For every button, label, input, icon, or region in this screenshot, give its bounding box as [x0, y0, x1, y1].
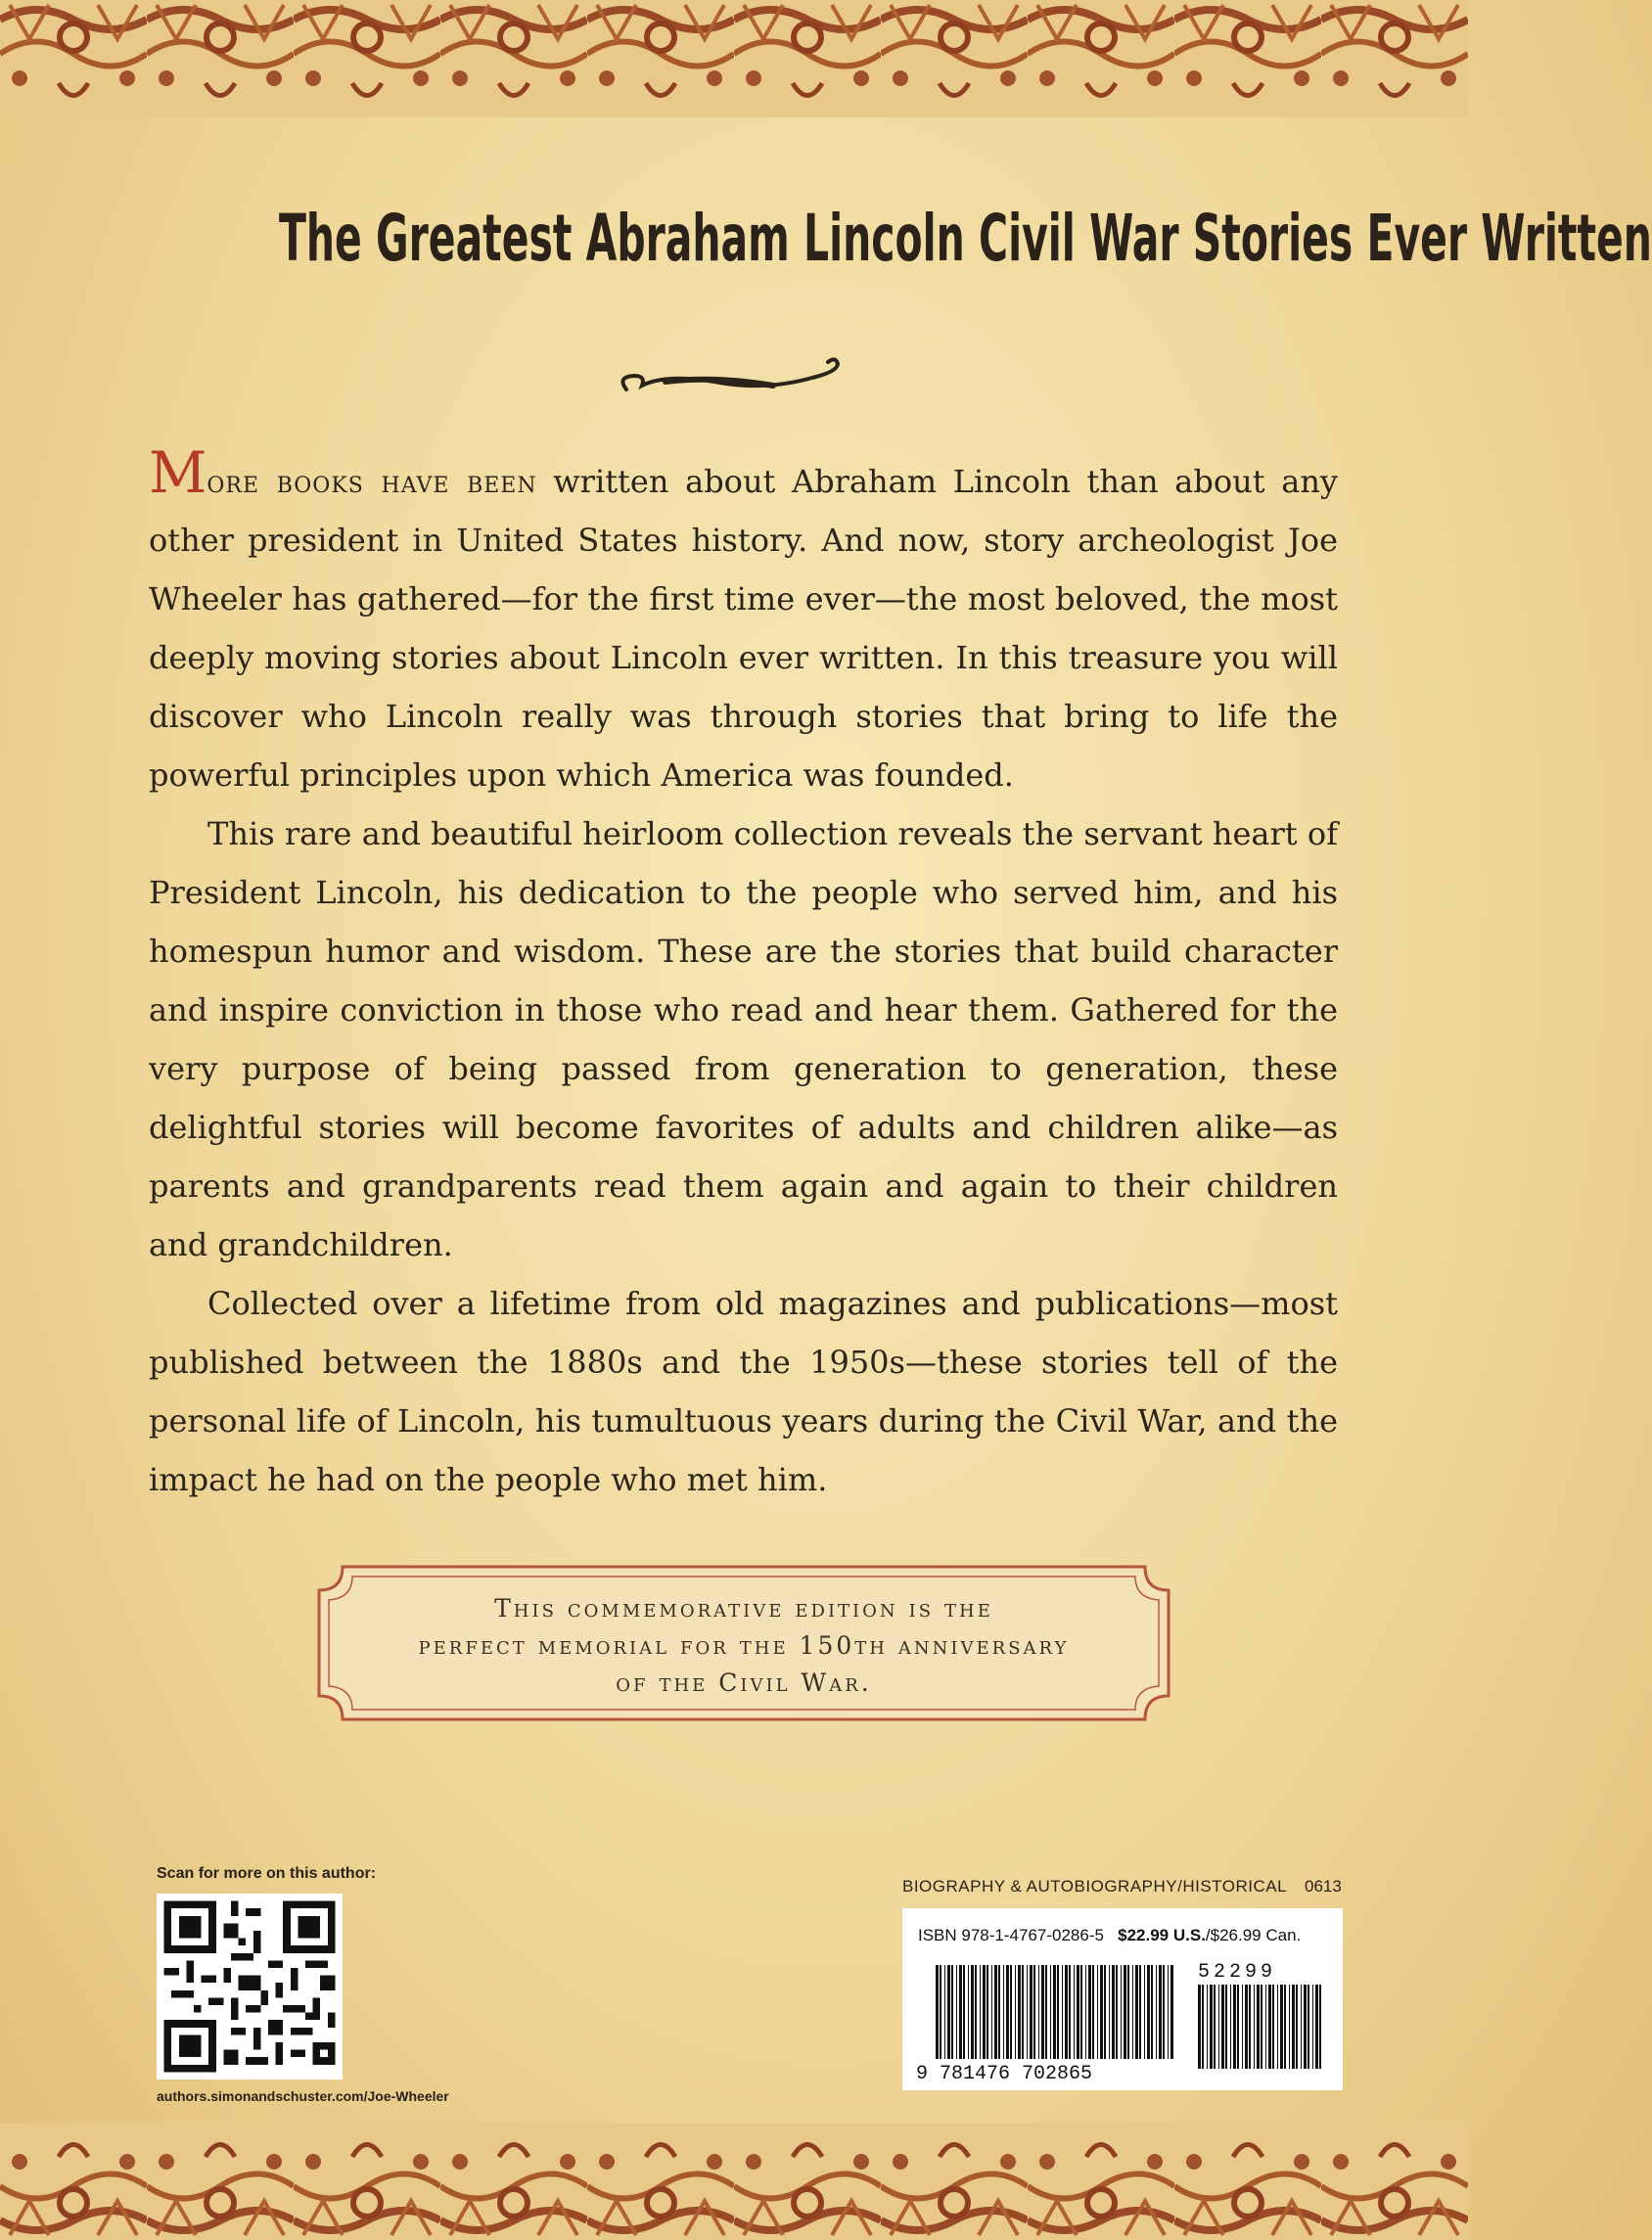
description-paragraph-3: Collected over a lifetime from old magazines and publications—most published between the 1880s and the 1950s—these stories tell of the personal life of Lincoln, his tumultuous years during the Civil War, and the impact he had on the people who met him. [149, 1285, 1338, 1498]
barcode-bar [1198, 1985, 1201, 2069]
barcode-bar [1280, 1985, 1283, 2069]
barcode-bar [1207, 1985, 1208, 2069]
barcode-bar [1010, 1965, 1012, 2059]
barcode-bar [1308, 1985, 1309, 2069]
book-description [149, 439, 1339, 1509]
barcode-bar [1097, 1965, 1098, 2059]
barcode-bar [994, 1965, 997, 2059]
barcode-bar [956, 1965, 957, 2059]
ean-digits: 9 781476 702865 [916, 2063, 1093, 2085]
barcode-bar [983, 1965, 986, 2059]
barcode-bar [1261, 1985, 1262, 2069]
barcode-bar [1041, 1965, 1044, 2059]
barcode-bar [1245, 1985, 1248, 2069]
barcode-bar [1233, 1985, 1236, 2069]
barcode-bar [1214, 1985, 1216, 2069]
barcode-bar [1092, 1965, 1094, 2059]
barcode-bar [1312, 1985, 1313, 2069]
barcode-bar [1050, 1965, 1051, 2059]
barcode-bar [951, 1965, 953, 2059]
barcode-bar [1127, 1965, 1129, 2059]
barcode-bar [1147, 1965, 1150, 2059]
barcode-bar [1230, 1985, 1231, 2069]
banner-text [313, 1590, 1174, 1702]
barcode-bar [1085, 1965, 1086, 2059]
barcode-bar [1237, 1985, 1239, 2069]
barcode-bar [1289, 1985, 1290, 2069]
barcode-bar [1124, 1965, 1126, 2059]
barcode-bar [1027, 1965, 1028, 2059]
barcode-bar [1030, 1965, 1032, 2059]
barcode-bar [1156, 1965, 1157, 2059]
barcode-bar [1077, 1965, 1079, 2059]
barcode-bar [1135, 1965, 1138, 2059]
barcode-bar [991, 1965, 992, 2059]
barcode-bar [1168, 1965, 1169, 2059]
barcode-bar [1121, 1965, 1122, 2059]
barcode-bar [1202, 1985, 1204, 2069]
barcode-panel [902, 1908, 1343, 2090]
barcode-bar [1163, 1965, 1165, 2059]
barcode-bar [1170, 1965, 1173, 2059]
banner-line-2: perfect memorial for the 150th anniversary [418, 1631, 1070, 1660]
ean-bars [936, 1965, 1173, 2059]
bottom-ornamental-border [0, 2123, 1468, 2240]
barcode-bar [1100, 1965, 1103, 2059]
barcode-bar [1045, 1965, 1047, 2059]
barcode-bar [1210, 1985, 1213, 2069]
isbn-price-line [918, 1926, 1301, 1945]
barcode-bar [1018, 1965, 1021, 2059]
barcode-bar [1074, 1965, 1075, 2059]
author-url[interactable]: authors.simonandschuster.com/Joe-Wheeler [157, 2088, 449, 2104]
barcode-bar [1272, 1985, 1274, 2069]
barcode-bar [1139, 1965, 1141, 2059]
barcode-bar [1065, 1965, 1068, 2059]
barcode-bar [987, 1965, 988, 2059]
barcode-bar [1151, 1965, 1153, 2059]
barcode-bar [1022, 1965, 1024, 2059]
barcode-bar [1006, 1965, 1009, 2059]
barcode-bar [968, 1965, 969, 2059]
barcode-bar [1159, 1965, 1162, 2059]
barcode-bar [947, 1965, 950, 2059]
barcode-bar [1277, 1985, 1278, 2069]
barcode-bar [1292, 1985, 1295, 2069]
intro-small-caps: ore books have been [206, 463, 537, 500]
barcode-bar [971, 1965, 974, 2059]
commemorative-banner [313, 1561, 1174, 1725]
intro-paragraph [149, 439, 1339, 804]
barcode-bar [1301, 1985, 1302, 2069]
barcode-bar [998, 1965, 1000, 2059]
barcode-bar [1104, 1965, 1106, 2059]
qr-label: Scan for more on this author: [157, 1865, 377, 1882]
barcode-bar [1221, 1985, 1224, 2069]
barcode-bar [1132, 1965, 1133, 2059]
flourish-ornament [607, 352, 861, 411]
qr-code[interactable] [157, 1894, 343, 2080]
barcode-bar [1304, 1985, 1307, 2069]
barcode-bar [1144, 1965, 1145, 2059]
barcode-bar [1069, 1965, 1071, 2059]
intro-text: written about Abraham Lincoln than about any other president in United States history. And now, story archeologist Joe Wheeler has gathered—for the first time ever—the most beloved, the most deeply moving stories about Lincoln ever written. In this treasure you will discover who Lincoln really was through stories that bring to life the powerful principles upon which America was founded. [149, 463, 1339, 794]
barcode-bar [975, 1965, 977, 2059]
drop-cap: M [149, 439, 207, 506]
category-label: BIOGRAPHY & AUTOBIOGRAPHY/HISTORICAL [902, 1877, 1288, 1896]
barcode-bar [1038, 1965, 1039, 2059]
barcode-bar [1284, 1985, 1286, 2069]
addon-digits: 52299 [1198, 1961, 1277, 1984]
barcode-bar [1088, 1965, 1091, 2059]
isbn-barcode [912, 1955, 1333, 2085]
barcode-bar [1254, 1985, 1255, 2069]
barcode-bar [1242, 1985, 1243, 2069]
description-paragraph-2: This rare and beautiful heirloom collection reveals the servant heart of President Lincoln, his dedication to the people who served him, and his homespun humor and wisdom. These are the stories that build character and inspire conviction in those who read and hear them. Gathered for the very purpose of being passed from generation to generation, these delightful stories will become favorites of adults and children alike—as parents and grandparents read them again and again to their children and grandchildren. [149, 815, 1338, 1263]
barcode-bar [1225, 1985, 1227, 2069]
barcode-bar [1249, 1985, 1251, 2069]
price-us: $22.99 U.S. [1118, 1926, 1206, 1944]
barcode-bar [1033, 1965, 1035, 2059]
barcode-bar [1053, 1965, 1056, 2059]
banner-line-3: of the Civil War. [616, 1669, 872, 1697]
barcode-bar [1062, 1965, 1063, 2059]
top-ornamental-border [0, 0, 1468, 117]
barcode-bar [940, 1965, 941, 2059]
banner-line-1: This commemorative edition is the [494, 1594, 993, 1623]
barcode-bar [1257, 1985, 1260, 2069]
barcode-bar [1057, 1965, 1059, 2059]
barcode-bar [1265, 1985, 1266, 2069]
barcode-bar [1296, 1985, 1298, 2069]
barcode-bar [944, 1965, 945, 2059]
barcode-bar [980, 1965, 981, 2059]
barcode-bar [963, 1965, 965, 2059]
addon-bars [1198, 1985, 1321, 2069]
barcode-bar [959, 1965, 962, 2059]
book-title: The Greatest Abraham Lincoln Civil War Stories Ever Written [279, 201, 1652, 276]
barcode-bar [1003, 1965, 1004, 2059]
barcode-bar [1268, 1985, 1271, 2069]
barcode-bar [1116, 1965, 1118, 2059]
price-can: /$26.99 Can. [1205, 1926, 1302, 1944]
barcode-bar [1319, 1985, 1321, 2069]
barcode-bar [1218, 1985, 1219, 2069]
barcode-bar [936, 1965, 939, 2059]
barcode-bar [1109, 1965, 1110, 2059]
category-code: 0613 [1305, 1877, 1342, 1896]
barcode-bar [1112, 1965, 1115, 2059]
isbn-number: ISBN 978-1-4767-0286-5 [918, 1926, 1104, 1944]
barcode-bar [1080, 1965, 1082, 2059]
barcode-bar [1315, 1985, 1318, 2069]
barcode-bar [1015, 1965, 1016, 2059]
